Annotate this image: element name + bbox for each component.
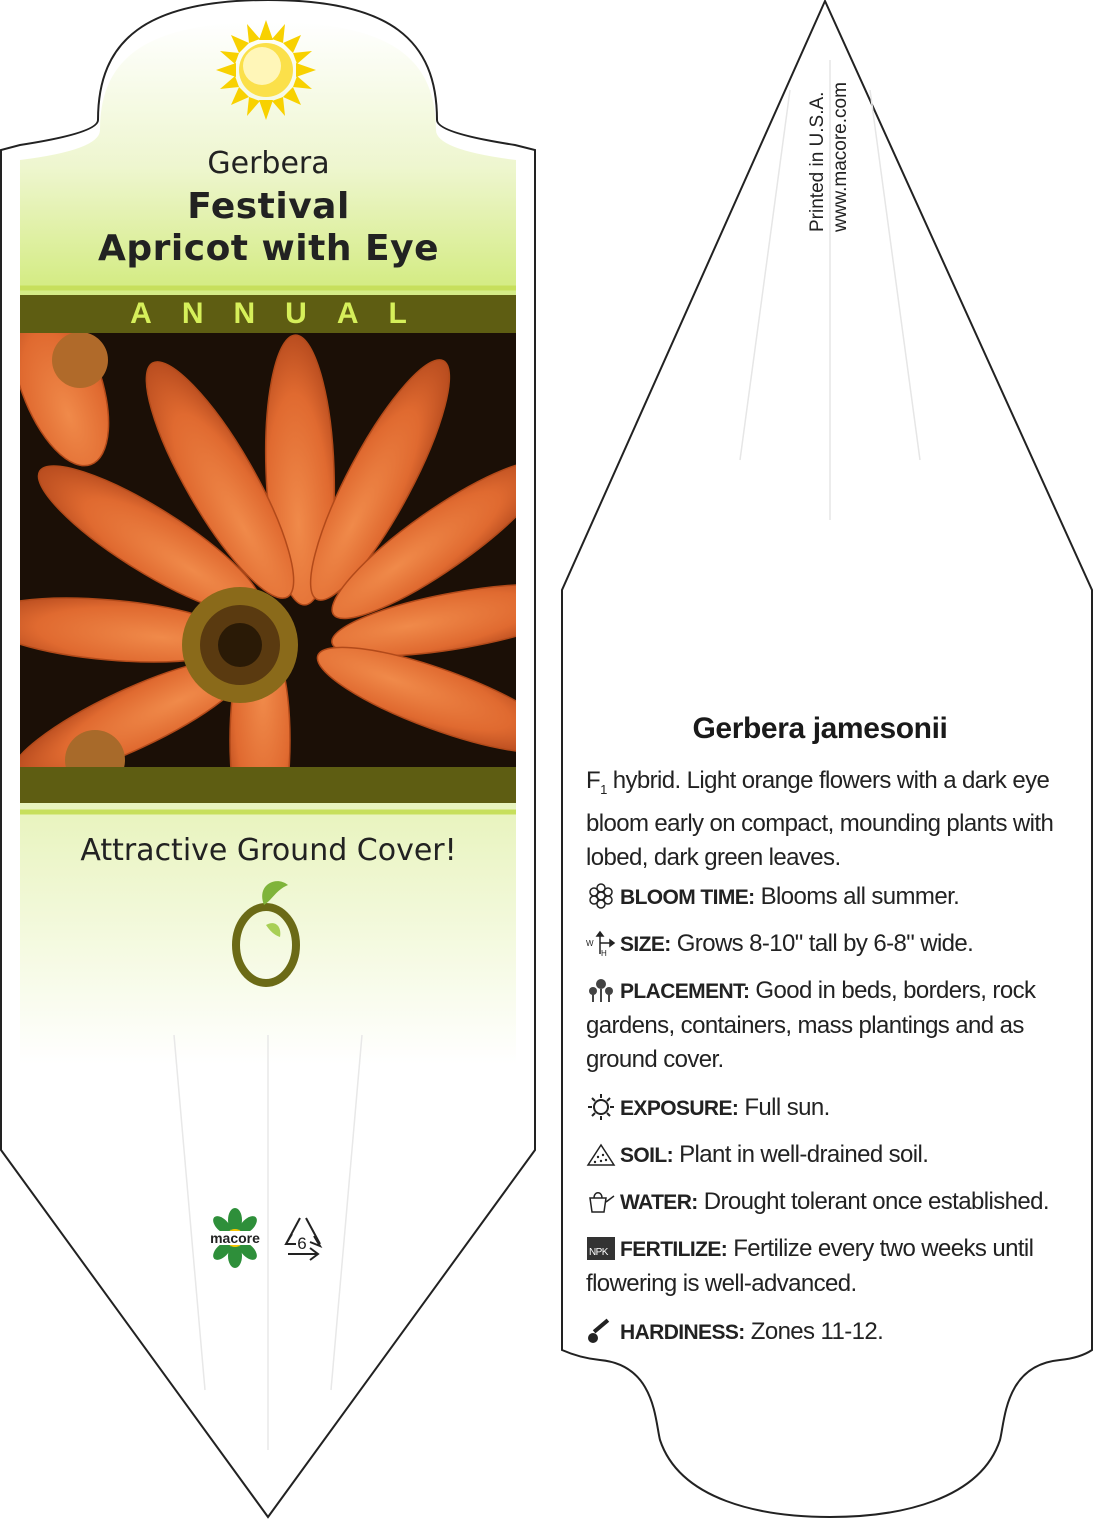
common-name: Gerbera [207, 146, 330, 181]
attribute-label: SIZE: [620, 933, 671, 956]
soil-mound-icon [586, 1141, 616, 1167]
svg-text:NPK: NPK [589, 1247, 608, 1258]
watering-can-icon [586, 1188, 616, 1214]
description-text: hybrid. Light orange flowers with a dark eye bloom early on compact, mounding plants with lobed, dark green leaves. [586, 767, 1054, 871]
attribute-soil [586, 1138, 1076, 1173]
attribute-value: Drought tolerant once established. [697, 1188, 1049, 1215]
attribute-value: Plant in well-drained soil. [673, 1141, 929, 1168]
front-bottom-band [20, 767, 516, 803]
variety-line-2: Apricot with Eye [98, 228, 439, 269]
recycle-number: 6 [297, 1234, 307, 1253]
svg-text:H: H [601, 949, 607, 956]
hybrid-prefix: F [586, 767, 601, 794]
attribute-value: Fertilize every two weeks until flowering is well-advanced. [586, 1235, 1034, 1297]
attribute-value: Full sun. [738, 1094, 830, 1121]
printer-info [806, 82, 852, 232]
brand-name: macore [210, 1230, 260, 1246]
thermometer-icon [586, 1318, 616, 1344]
attribute-exposure [586, 1091, 1076, 1126]
attribute-value: Blooms all summer. [754, 883, 960, 910]
plant-type-label: ANNUAL [130, 297, 437, 330]
npk-bag-icon [586, 1235, 616, 1261]
attribute-value: Zones 11-12. [744, 1318, 884, 1345]
variety-line-1: Festival [187, 186, 350, 227]
placement-flowers-icon [586, 977, 616, 1003]
printed-in: Printed in U.S.A. [807, 91, 828, 232]
attribute-value: Grows 8-10" tall by 6-8" wide. [670, 930, 974, 957]
svg-text:W: W [586, 939, 593, 948]
website: www.macore.com [830, 82, 851, 232]
size-arrows-icon [586, 930, 616, 956]
attribute-water [586, 1185, 1076, 1220]
description [586, 764, 1076, 875]
botanical-name: Gerbera jamesonii [692, 712, 948, 745]
attribute-placement [586, 974, 1076, 1077]
sun-outline-icon [586, 1094, 616, 1120]
attribute-hardiness [586, 1315, 1076, 1350]
sun-icon [216, 20, 316, 120]
attribute-size [586, 927, 1076, 962]
attribute-label: BLOOM TIME: [620, 886, 755, 909]
gerbera-photo [0, 282, 593, 850]
variety-name [20, 186, 517, 270]
attribute-value: Good in beds, borders, rock gardens, containers, mass plantings and as ground cover. [586, 977, 1036, 1073]
attribute-label: SOIL: [620, 1144, 673, 1167]
flower-icon [586, 883, 616, 909]
attribute-label: HARDINESS: [620, 1321, 745, 1344]
attribute-bloom-time [586, 880, 1076, 915]
hybrid-sub: 1 [600, 781, 607, 797]
attribute-fertilize [586, 1232, 1076, 1301]
attribute-label: EXPOSURE: [620, 1097, 739, 1120]
attribute-label: FERTILIZE: [620, 1238, 728, 1261]
attribute-label: PLACEMENT: [620, 980, 750, 1003]
tagline: Attractive Ground Cover! [80, 833, 457, 868]
attribute-label: WATER: [620, 1191, 698, 1214]
